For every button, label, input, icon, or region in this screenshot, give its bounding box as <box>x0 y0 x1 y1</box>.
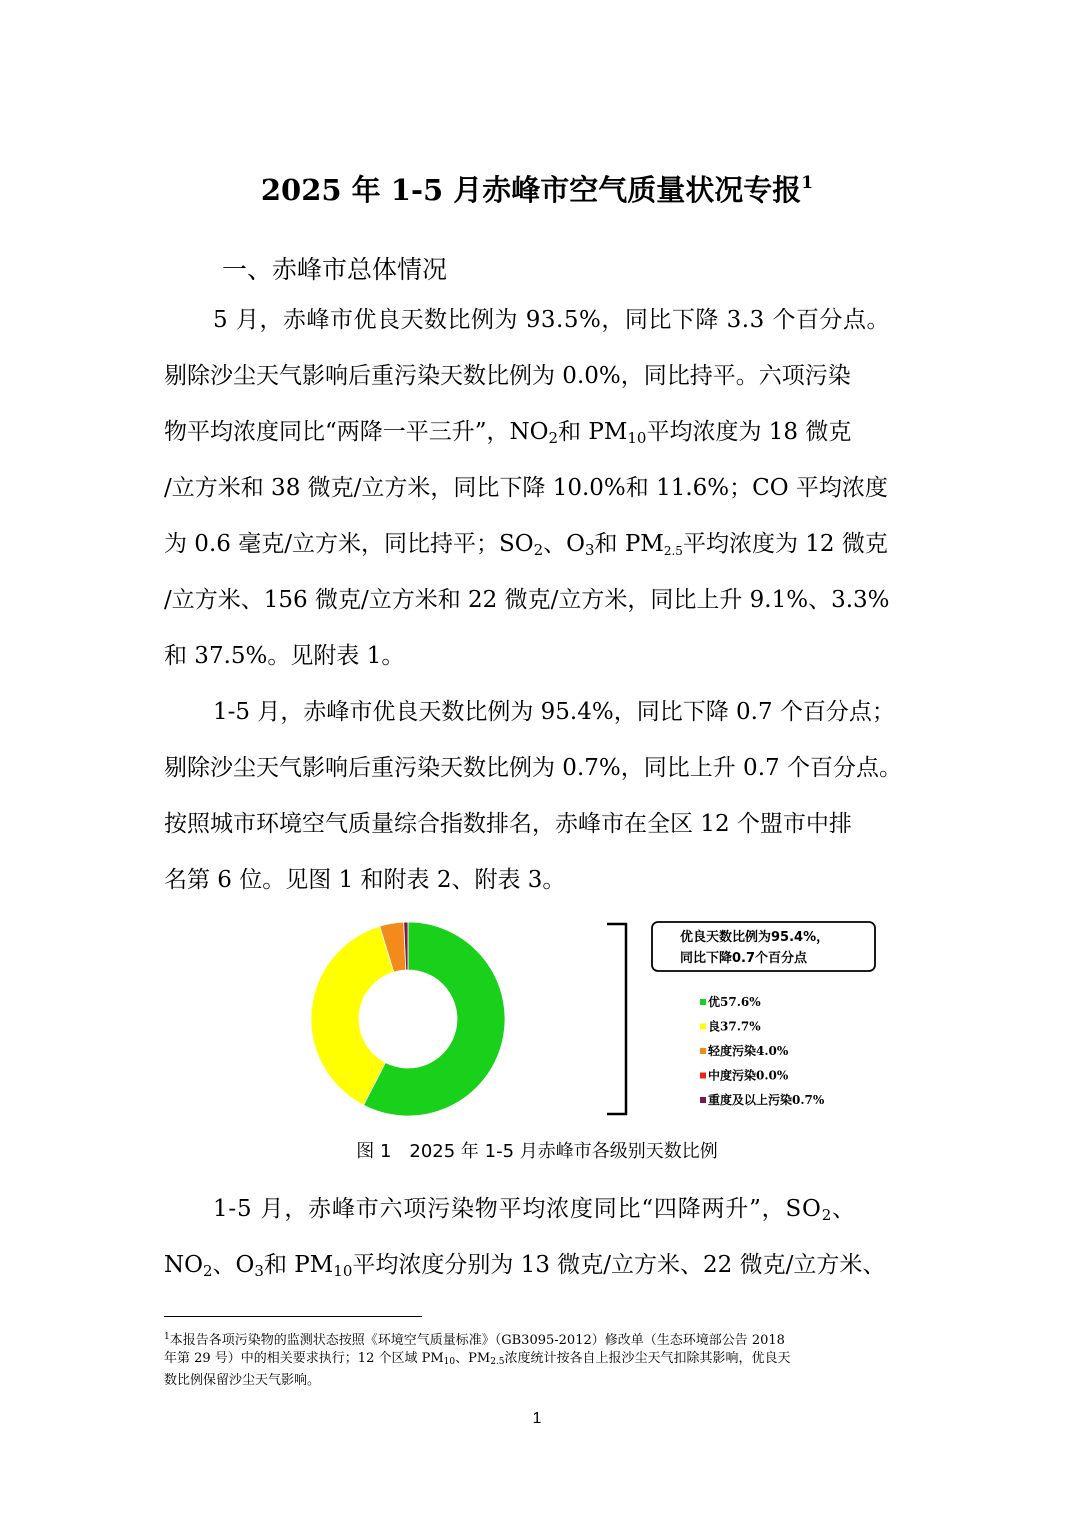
footnote-line: $^1$本报告各项污染物的监测状态按照《环境空气质量标准》（GB3095-2012）修改单（生态环境部公告 2018 <box>164 1332 785 1348</box>
footnote-line: 数比例保留沙尘天气影响。 <box>164 1373 321 1388</box>
chart-caption: 图 1 2025 年 1-5 月赤峰市各级别天数比例 <box>356 1141 718 1162</box>
legend-swatch <box>700 1073 706 1079</box>
air-quality-donut-chart <box>160 912 900 1122</box>
text-line: /立方米和 38 微克/立方米，同比下降 10.0%和 11.6%；CO 平均浓度 <box>164 475 888 501</box>
donut-slices <box>311 922 505 1116</box>
legend-label: 轻度污染4.0% <box>708 1044 789 1058</box>
text-line: 1-5 月，赤峰市优良天数比例为 95.4%，同比下降 0.7 个百分点； <box>213 699 895 725</box>
text-line: 剔除沙尘天气影响后重污染天数比例为 0.7%，同比上升 0.7 个百分点。 <box>164 755 902 781</box>
section-heading: 一、赤峰市总体情况 <box>222 255 448 284</box>
text-line: 物平均浓度同比“两降一平三升”，$NO_2$和 $PM_{10}$平均浓度为 18 微克 <box>164 419 852 447</box>
text-line: $NO_2$、$O_3$和 $PM_{10}$平均浓度分别为 13 微克/立方米、22 微克/立方米、 <box>164 1252 886 1280</box>
text-line: 剔除沙尘天气影响后重污染天数比例为 0.0%，同比持平。六项污染 <box>164 363 851 389</box>
text-line: 为 0.6 毫克/立方米，同比持平；$SO_2$、$O_3$和 PM2.5平均浓度为 12 微克 <box>164 531 888 559</box>
legend-swatch <box>700 1048 706 1054</box>
legend-swatch <box>700 1097 706 1103</box>
text-line: /立方米、156 微克/立方米和 22 微克/立方米，同比上升 9.1%、3.3% <box>164 587 890 613</box>
text-line: 和 37.5%。见附表 1。 <box>164 643 405 669</box>
legend-label: 重度及以上污染0.7% <box>708 1093 825 1107</box>
legend-swatch <box>700 1024 706 1030</box>
chart-legend <box>700 994 825 1107</box>
legend-label: 良37.7% <box>708 1019 761 1034</box>
callout-line-1: 优良天数比例为95.4%， <box>680 930 830 945</box>
text-line: 名第 6 位。见图 1 和附表 2、附表 3。 <box>164 867 566 893</box>
text-line: 1-5 月，赤峰市六项污染物平均浓度同比“四降两升”，$SO_2$、 <box>213 1196 856 1224</box>
legend-swatch <box>700 999 706 1005</box>
footnote-line: 年第 29 号）中的相关要求执行；12 个区域 PM10、PM2.5浓度统计按各自上报沙尘天气扣除其影响，优良天 <box>164 1351 791 1367</box>
text-line: 5 月，赤峰市优良天数比例为 93.5%，同比下降 3.3 个百分点。 <box>213 307 891 333</box>
footnote-marker: 1 <box>801 173 814 193</box>
page-number: 1 <box>532 1410 542 1427</box>
page-title: 2025 年 1-5 月赤峰市空气质量状况专报$^1$ <box>260 173 814 207</box>
text-line: 按照城市环境空气质量综合指数排名，赤峰市在全区 12 个盟市中排 <box>164 811 852 837</box>
legend-label: 中度污染0.0% <box>708 1068 789 1083</box>
footnote-separator <box>164 1316 422 1317</box>
legend-bracket <box>607 924 626 1114</box>
legend-label: 优57.6% <box>708 995 761 1009</box>
callout-line-2: 同比下降0.7个百分点 <box>680 951 808 966</box>
